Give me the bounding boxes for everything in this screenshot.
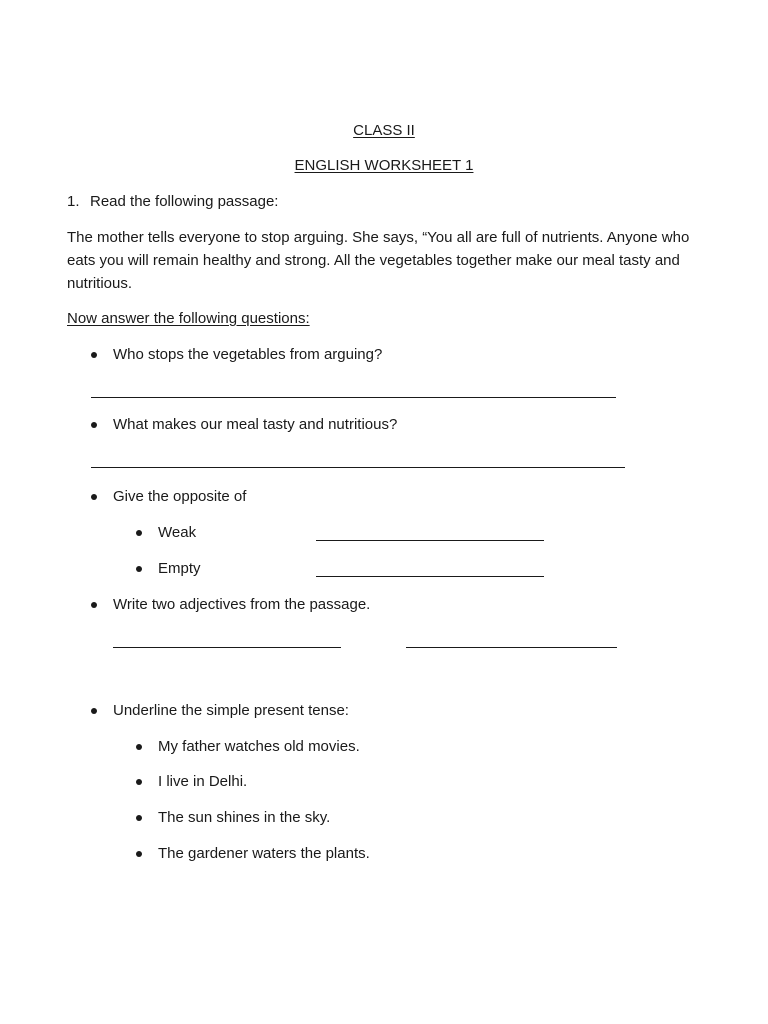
answer-line-adjective-1[interactable]	[113, 647, 341, 648]
bullet-icon	[136, 530, 142, 536]
question-who-stops: Who stops the vegetables from arguing?	[113, 346, 383, 363]
bullet-icon	[136, 851, 142, 857]
sentence-item[interactable]: I live in Delhi.	[158, 773, 248, 790]
passage-text: The mother tells everyone to stop arguing. She says, “You all are full of nutrients. Anyone who eats you will remain healthy and strong. All the vegetables together make our meal tasty and nutritious.	[67, 229, 690, 292]
sentence-item[interactable]: The sun shines in the sky.	[158, 809, 331, 826]
sentence-item[interactable]: The gardener waters the plants.	[158, 845, 370, 862]
question-adjectives: Write two adjectives from the passage.	[113, 596, 371, 613]
opposite-word-weak: Weak	[158, 524, 197, 541]
class-label: CLASS II	[353, 122, 415, 139]
bullet-icon	[91, 494, 97, 500]
bullet-icon	[91, 602, 97, 608]
question-instruction: Read the following passage:	[90, 193, 279, 210]
bullet-icon	[136, 779, 142, 785]
opposite-word-empty: Empty	[158, 560, 201, 577]
answer-line-2[interactable]	[91, 467, 625, 468]
worksheet-title: ENGLISH WORKSHEET 1	[294, 157, 474, 174]
question-underline: Underline the simple present tense:	[113, 702, 349, 719]
bullet-icon	[136, 566, 142, 572]
answer-prompt: Now answer the following questions:	[67, 310, 310, 327]
bullet-icon	[91, 708, 97, 714]
answer-line-adjective-2[interactable]	[406, 647, 617, 648]
sentence-item[interactable]: My father watches old movies.	[158, 738, 360, 755]
bullet-icon	[136, 815, 142, 821]
question-number: 1.	[67, 193, 80, 210]
answer-line-1[interactable]	[91, 397, 616, 398]
bullet-icon	[136, 744, 142, 750]
question-what-makes: What makes our meal tasty and nutritious?	[113, 416, 398, 433]
bullet-icon	[91, 352, 97, 358]
answer-line-empty[interactable]	[316, 576, 544, 577]
answer-line-weak[interactable]	[316, 540, 544, 541]
question-opposite: Give the opposite of	[113, 488, 247, 505]
bullet-icon	[91, 422, 97, 428]
